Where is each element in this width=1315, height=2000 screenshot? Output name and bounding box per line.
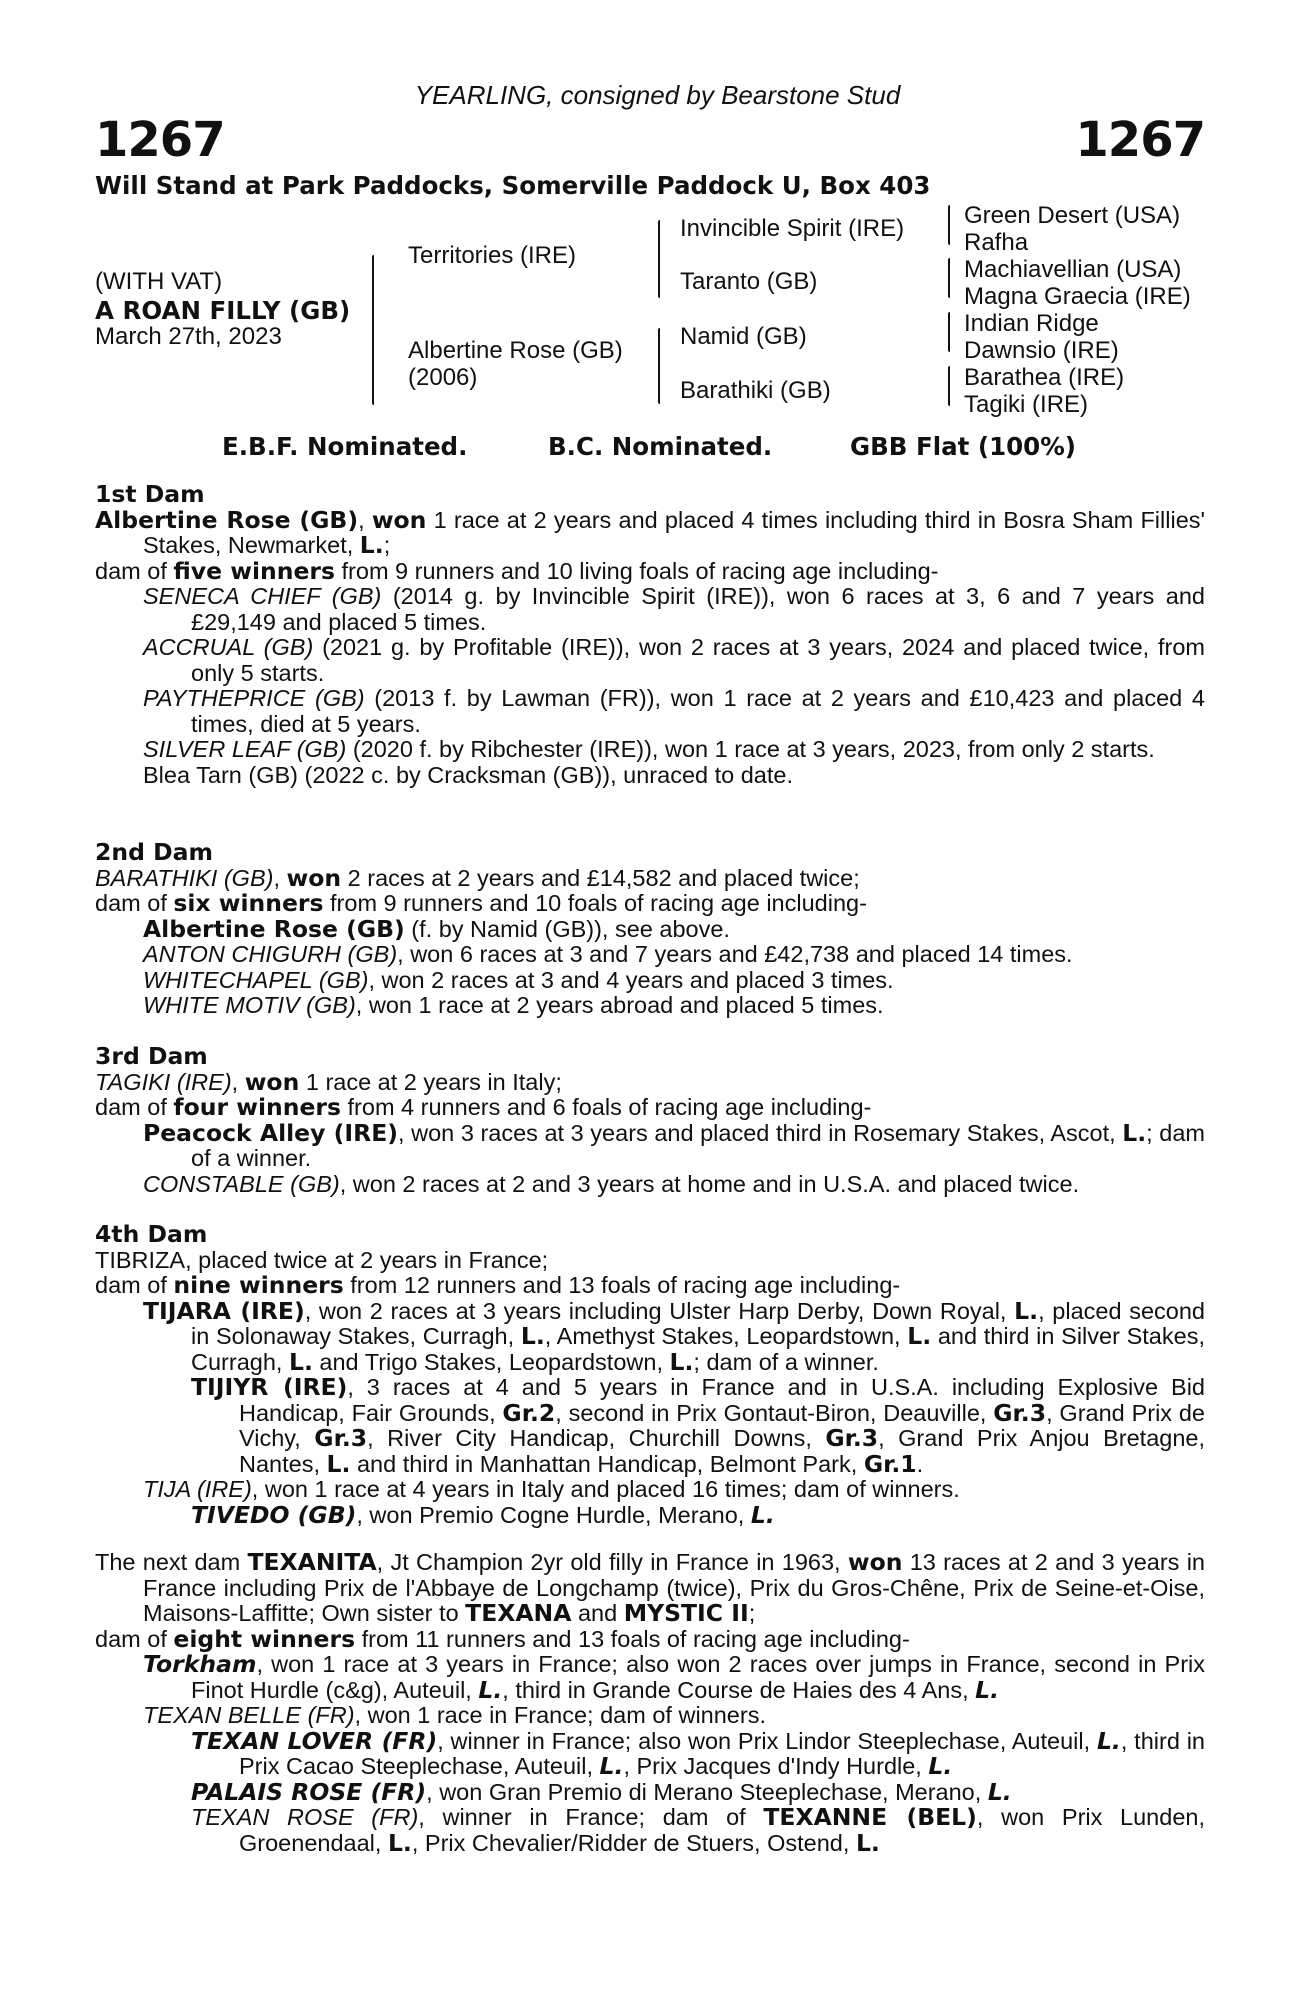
lot-number-left: 1267: [95, 112, 225, 168]
pedigree-brace: [948, 205, 950, 245]
gg-3: Machiavellian (USA): [964, 256, 1182, 283]
section-heading: 3rd Dam: [95, 1042, 208, 1070]
sire-sire: Invincible Spirit (IRE): [680, 215, 905, 242]
pedigree-brace: [658, 328, 660, 404]
lot-number-right: 1267: [1075, 112, 1205, 168]
dam-name: TAGIKI (IRE): [95, 1068, 232, 1095]
produce-entry: TIVEDO (GB), won Premio Cogne Hurdle, Merano, L.: [191, 1500, 775, 1529]
produce-entry: PALAIS ROSE (FR), won Gran Premio di Merano Steeplechase, Merano, L.: [191, 1777, 1012, 1806]
gg-4: Magna Graecia (IRE): [964, 283, 1191, 310]
pedigree-brace: [372, 255, 374, 405]
section-heading: 4th Dam: [95, 1220, 208, 1248]
pedigree-brace: [948, 366, 950, 406]
dam-year: (2006): [408, 364, 478, 391]
section-heading: 1st Dam: [95, 480, 205, 508]
produce-summary: dam of four winners from 4 runners and 6 foals of racing age including-: [95, 1093, 872, 1121]
produce-entry: Blea Tarn (GB) (2022 c. by Cracksman (GB)), unraced to date.: [143, 761, 794, 788]
produce-entry: TIJARA (IRE), won 2 races at 3 years including Ulster Harp Derby, Down Royal, L., placed second in Solonaway Stakes, Curragh, L., Amethyst Stakes, Leopardstown, L. and third in Silver Stakes, Curragh, L. and Trigo Stakes, Leopardstown, L.; dam of a winner.: [143, 1296, 1205, 1376]
gg-2: Rafha: [964, 229, 1029, 256]
dam-dam: Barathiki (GB): [680, 377, 831, 404]
produce-entry: CONSTABLE (GB), won 2 races at 2 and 3 years at home and in U.S.A. and placed twice.: [143, 1170, 1080, 1197]
dam-record: TAGIKI (IRE), won 1 race at 2 years in Italy;: [95, 1067, 562, 1096]
dam: Albertine Rose (GB): [408, 337, 623, 364]
consignor-line: YEARLING, consigned by Bearstone Stud: [414, 80, 901, 110]
produce-entry: Torkham, won 1 race at 3 years in France; also won 2 races over jumps in France, second in Prix Finot Hurdle (c&g), Auteuil, L., third in Grande Course de Haies des 4 Ans, L.: [143, 1650, 1205, 1704]
dam-record: BARATHIKI (GB), won 2 races at 2 years and £14,582 and placed twice;: [95, 863, 860, 892]
produce-entry: ANTON CHIGURH (GB), won 6 races at 3 and 7 years and £42,738 and placed 14 times.: [143, 941, 1073, 967]
produce-summary: dam of nine winners from 12 runners and 13 foals of racing age including-: [95, 1271, 901, 1299]
dam-record: The next dam TEXANITA, Jt Champion 2yr old filly in France in 1963, won 13 races at 2 and 3 years in France including Prix de l'Abbaye de Longchamp (twice), Prix du Gros-Chêne, Prix de Seine-et-Oise, Maisons-Laffitte; Own sister to TEXANA and MYSTIC II;: [95, 1548, 1205, 1627]
gg-5: Indian Ridge: [964, 310, 1099, 337]
produce-summary: dam of eight winners from 11 runners and 13 foals of racing age including-: [95, 1624, 910, 1653]
dam-name: Albertine Rose (GB): [95, 505, 359, 534]
foaling-date: March 27th, 2023: [95, 323, 282, 350]
produce-summary: dam of six winners from 9 runners and 10 foals of racing age including-: [95, 889, 867, 917]
produce-entry: TEXAN ROSE (FR), winner in France; dam of TEXANNE (BEL), won Prix Lunden, Groenendaal, L., Prix Chevalier/Ridder de Stuers, Ostend, L.: [191, 1803, 1205, 1857]
stabling-location: Will Stand at Park Paddocks, Somerville Paddock U, Box 403: [95, 171, 931, 200]
vat-note: (WITH VAT): [95, 268, 223, 295]
produce-entry: Peacock Alley (IRE), won 3 races at 3 years and placed third in Rosemary Stakes, Ascot, L.; dam of a winner.: [143, 1118, 1205, 1171]
produce-entry: PAYTHEPRICE (GB) (2013 f. by Lawman (FR)), won 1 race at 2 years and £10,423 and placed 4 times, died at 5 years.: [143, 685, 1205, 737]
second-dam-section: [95, 840, 1205, 1019]
produce-entry: TIJA (IRE), won 1 race at 4 years in Italy and placed 16 times; dam of winners.: [143, 1476, 960, 1502]
gg-1: Green Desert (USA): [964, 202, 1181, 229]
produce-entry: SILVER LEAF (GB) (2020 f. by Ribchester (IRE)), won 1 race at 3 years, 2023, from only 2 starts.: [143, 736, 1155, 762]
produce-entry: SENECA CHIEF (GB) (2014 g. by Invincible Spirit (IRE)), won 6 races at 3, 6 and 7 years and £29,149 and placed 5 times.: [143, 583, 1205, 635]
pedigree-brace: [658, 220, 660, 298]
produce-entry: TEXAN LOVER (FR), winner in France; also won Prix Lindor Steeplechase, Auteuil, L., third in Prix Cacao Steeplechase, Auteuil, L., Prix Jacques d'Indy Hurdle, L.: [191, 1726, 1205, 1780]
dam-sire: Namid (GB): [680, 323, 807, 350]
section-heading: 2nd Dam: [95, 838, 213, 866]
bc-nomination: B.C. Nominated.: [548, 432, 773, 461]
pedigree-brace: [948, 312, 950, 352]
dam-record: TIBRIZA, placed twice at 2 years in France;: [95, 1246, 549, 1273]
produce-entry: TEXAN BELLE (FR), won 1 race in France; dam of winners.: [143, 1702, 766, 1728]
sire-dam: Taranto (GB): [680, 268, 818, 295]
gg-7: Barathea (IRE): [964, 364, 1125, 391]
dam-name: BARATHIKI (GB): [95, 864, 274, 891]
pedigree-brace: [948, 258, 950, 298]
produce-entry: TIJIYR (IRE), 3 races at 4 and 5 years in France and in U.S.A. including Explosive Bid Handicap, Fair Grounds, Gr.2, second in Prix Gontaut-Biron, Deauville, Gr.3, Grand Prix de Vichy, Gr.3, River City Handicap, Churchill Downs, Gr.3, Grand Prix Anjou Bretagne, Nantes, L. and third in Manhattan Handicap, Belmont Park, Gr.1.: [191, 1373, 1205, 1478]
produce-entry: WHITECHAPEL (GB), won 2 races at 3 and 4 years and placed 3 times.: [143, 966, 894, 993]
sire: Territories (IRE): [408, 242, 577, 269]
gg-8: Tagiki (IRE): [964, 391, 1089, 418]
next-dam-section: [95, 1550, 1205, 1856]
ebf-nomination: E.B.F. Nominated.: [222, 432, 468, 461]
produce-summary: dam of five winners from 9 runners and 10 living foals of racing age including-: [95, 556, 939, 585]
lot-name: A ROAN FILLY (GB): [95, 296, 351, 325]
gg-6: Dawnsio (IRE): [964, 337, 1119, 364]
produce-entry: ACCRUAL (GB) (2021 g. by Profitable (IRE)), won 2 races at 3 years, 2024 and placed twice, from only 5 starts.: [143, 634, 1206, 686]
third-dam-section: [95, 1044, 1205, 1197]
produce-entry: WHITE MOTIV (GB), won 1 race at 2 years abroad and placed 5 times.: [143, 992, 884, 1018]
produce-entry: Albertine Rose (GB) (f. by Namid (GB)), see above.: [143, 914, 730, 943]
dam-record: Albertine Rose (GB), won 1 race at 2 years and placed 4 times including third in Bosra Sham Fillies' Stakes, Newmarket, L.;: [95, 505, 1205, 559]
gbb-status: GBB Flat (100%): [850, 432, 1076, 461]
first-dam-section: [95, 482, 1205, 788]
fourth-dam-section: [95, 1222, 1205, 1528]
